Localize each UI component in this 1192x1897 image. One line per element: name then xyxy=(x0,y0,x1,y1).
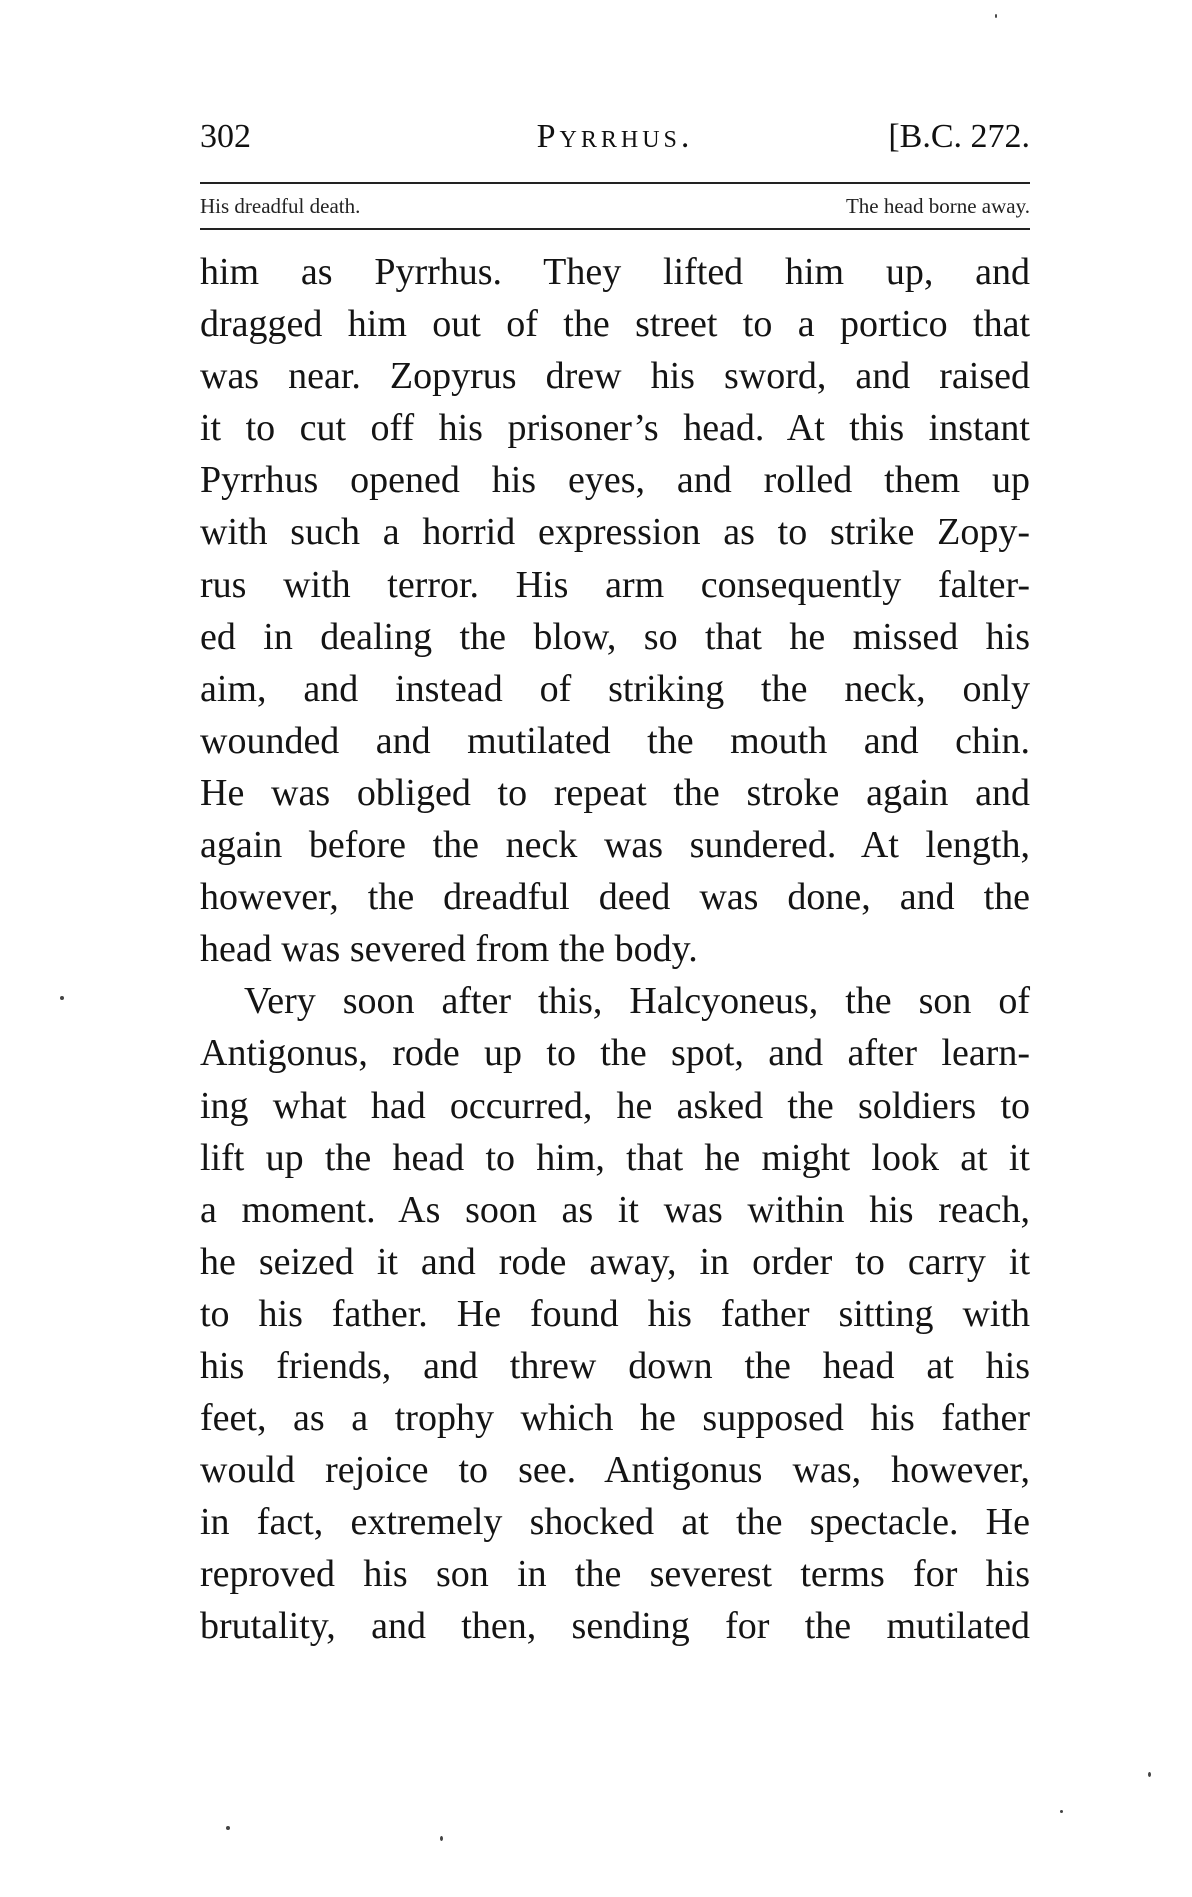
text-line: reproved his son in the severest terms for his xyxy=(200,1553,1030,1596)
scan-speck xyxy=(1060,1810,1063,1813)
text-line: was near. Zopyrus drew his sword, and raised xyxy=(200,355,1030,398)
text-line: to his father. He found his father sitting with xyxy=(200,1292,1030,1335)
side-notes xyxy=(200,190,1030,224)
scan-speck xyxy=(60,996,64,1000)
text-line: He was obliged to repeat the stroke again and xyxy=(200,771,1030,814)
text-line: feet, as a trophy which he supposed his father xyxy=(200,1397,1030,1440)
text-line: aim, and instead of striking the neck, only xyxy=(200,667,1030,710)
text-line: lift up the head to him, that he might look at it xyxy=(200,1136,1030,1179)
text-line: he seized it and rode away, in order to carry it xyxy=(200,1240,1030,1283)
running-head xyxy=(200,118,1030,168)
scan-speck xyxy=(1148,1772,1151,1777)
body-text xyxy=(200,246,1030,1653)
text-line: a moment. As soon as it was within his reach, xyxy=(200,1188,1030,1231)
text-line: his friends, and threw down the head at his xyxy=(200,1344,1030,1387)
side-note-right: The head borne away. xyxy=(845,194,1030,218)
scan-speck xyxy=(440,1836,443,1841)
text-line: dragged him out of the street to a portico that xyxy=(200,303,1030,346)
date-reference: [B.C. 272. xyxy=(888,118,1030,155)
scan-speck xyxy=(226,1826,230,1830)
text-line: rus with terror. His arm consequently falter- xyxy=(200,563,1030,606)
header-rule-top xyxy=(200,182,1030,184)
book-title: Pyrrhus. xyxy=(536,118,694,155)
text-line: head was severed from the body. xyxy=(200,928,698,971)
scan-speck xyxy=(995,14,997,18)
paragraph-start-line: Very soon after this, Halcyoneus, the son of xyxy=(244,980,1030,1023)
text-line: in fact, extremely shocked at the spectacle. He xyxy=(200,1501,1030,1544)
text-line: again before the neck was sundered. At length, xyxy=(200,824,1030,867)
text-line: Antigonus, rode up to the spot, and after learn- xyxy=(200,1032,1030,1075)
text-line: him as Pyrrhus. They lifted him up, and xyxy=(200,251,1030,293)
text-line: however, the dreadful deed was done, and the xyxy=(200,876,1030,919)
text-line: ed in dealing the blow, so that he missed his xyxy=(200,615,1030,658)
side-note-left: His dreadful death. xyxy=(200,194,361,218)
text-line: brutality, and then, sending for the mutilated xyxy=(200,1605,1030,1648)
text-line: with such a horrid expression as to strike Zopy- xyxy=(200,511,1030,554)
text-line: it to cut off his prisoner’s head. At this instant xyxy=(200,407,1030,450)
text-line: wounded and mutilated the mouth and chin. xyxy=(200,719,1030,762)
text-line: ing what had occurred, he asked the soldiers to xyxy=(200,1084,1030,1127)
page-number: 302 xyxy=(200,118,251,155)
text-line: would rejoice to see. Antigonus was, however, xyxy=(200,1449,1030,1492)
header-rule-bottom xyxy=(200,228,1030,230)
text-line: Pyrrhus opened his eyes, and rolled them up xyxy=(200,459,1030,502)
